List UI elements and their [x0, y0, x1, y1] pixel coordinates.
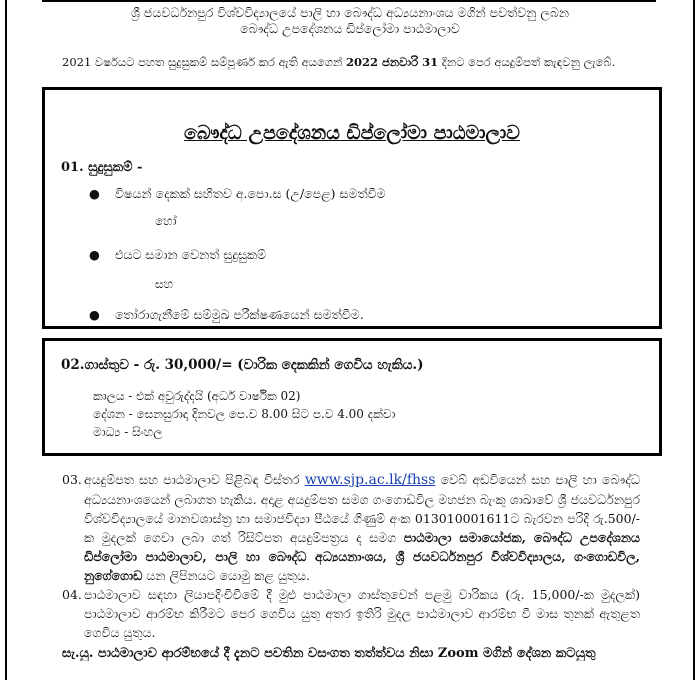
website-link[interactable]: www.sjp.ac.lk/fhss — [304, 472, 436, 488]
info-paragraph-4 — [62, 585, 640, 642]
deadline-text-after: දිනට පෙර අයදුම්පත් කැඳවනු ලැබේ. — [438, 55, 616, 69]
header-line-1: ශ්‍රී ජයවර්ධනපුර විශ්වවිද්‍යාලයේ පාලි හා බෞද්ධ අධ්‍යයනාංශය මගින් පවත්වනු ලබන — [131, 5, 569, 20]
bullet-icon: ● — [89, 307, 100, 322]
final-note: සැ.යු. පාඨමාලාව ආරම්භයේ දී දැනට පවතින වසංගත තත්ත්වය නිසා Zoom මගින් දේශන කටයුතු — [62, 646, 596, 661]
bullet-icon: ● — [89, 247, 100, 262]
qualification-item — [89, 307, 364, 323]
lecture-schedule: දේශන - සෙනසුරාදා දිනවල පෙ.ව 8.00 සිට ප.ව 4.00 දක්වා — [93, 407, 396, 421]
qualification-text: විෂයන් දෙකක් සහිතව අ.පො.ස (උ/පෙළ) සමත්වීම — [115, 186, 386, 201]
qualification-text: තෝරාගැනීමේ සම්මුඛ පරීක්ෂණයෙන් සමත්වීම. — [115, 307, 364, 322]
paragraph-text: වෙබ් අඩවියෙන් සහ පාලි හා බෞද්ධ අධ්‍යයනාංශයෙන් ලබාගත හැකිය. අදාළ අයදුම්පත සමග ගංගොඩවිල මහජන බැංකු ශාඛාවේ ශ්‍රී ජයවර්ධනපුර විශ්වවිද්‍යාලයේ මානවශාස්ත්‍ර හා සමාජවිද්‍යා පීඨයේ ගිණුම් අංක 013010001611ට බැරවන පරිදි රු.500/- ක මුදලක් ගෙවා ලබා ගත් රිසිට්පත අයදුම්පත්‍රය ද සමග — [84, 472, 641, 545]
course-box — [42, 87, 662, 329]
qualification-text: එයට සමාන වෙනත් සුදුසුකම් — [115, 247, 267, 262]
mailing-address: පාඨමාලා සමායෝජක, බෞද්ධ උපදේශනය ඩිප්ලෝමා පාඨමාලාව, පාලි හා බෞද්ධ අධ්‍යයනාංශය, ශ්‍රී ජයවර්ධනපුර විශ්වවිද්‍යාලය, ගංගොඩවිල, නුගේගොඩ — [84, 530, 640, 583]
deadline-text-before: 2021 වර්ෂයට පහත සුදුසුකම් සම්පූර්ණ කර ඇති අයගෙන් — [62, 55, 347, 69]
paragraph-text: අයදුම්පත සහ පාඨමාලාව පිළිබඳ විස්තර — [84, 472, 305, 487]
top-banner-box — [42, 0, 656, 2]
paragraph-body: පාඨමාලාව සඳහා ලියාපදිංචිවීමේ දී මුළු පාඨමාලා ගාස්තුවෙන් පළමු වාරිකය (රු. 15,000/-ක මුදලක්) පාඨමාලාව ආරම්භ කිරීමට පෙර ගෙවිය යුතු අතර ඉතිරි මුදල පාඨමාලාව ආරම්භ වී මාස තුනක් ඇතුළත ගෙවිය යුතුය. — [84, 587, 640, 640]
qualification-item — [89, 247, 266, 263]
qualifications-heading: 01. සුදුසුකම් - — [61, 160, 143, 175]
bullet-icon: ● — [89, 186, 100, 201]
info-paragraph-3 — [62, 470, 640, 585]
fee-heading: 02.ගාස්තුව - රු. 30,000/= (වාරික දෙකකින් ගෙවිය හැකිය.) — [61, 357, 424, 373]
header-line-2: බෞද්ධ උපදේශනය ඩිප්ලෝමා පාඨමාලාව — [240, 21, 460, 36]
course-title: බෞද්ධ උපදේශනය ඩිප්ලෝමා පාඨමාලාව — [184, 122, 520, 144]
deadline-date: 2022 ජනවාරි 31 — [346, 55, 439, 69]
connector-or: හෝ — [155, 214, 177, 228]
deadline-notice — [62, 55, 615, 70]
paragraph-body — [84, 470, 640, 585]
medium-of-instruction: මාධ්‍ය - සිංහල — [93, 425, 163, 439]
course-duration: කාලය - එක් අවුරුද්දයි (අර්ධ වාර්ෂික 02) — [93, 389, 301, 403]
connector-and: සහ — [155, 277, 174, 291]
paragraph-text: යන ලිපිනයට යොමු කළ යුතුය. — [142, 568, 310, 583]
fee-box — [42, 338, 662, 456]
qualification-item — [89, 186, 386, 202]
paragraph-number: 03. — [62, 472, 82, 487]
paragraph-number: 04. — [62, 587, 82, 602]
